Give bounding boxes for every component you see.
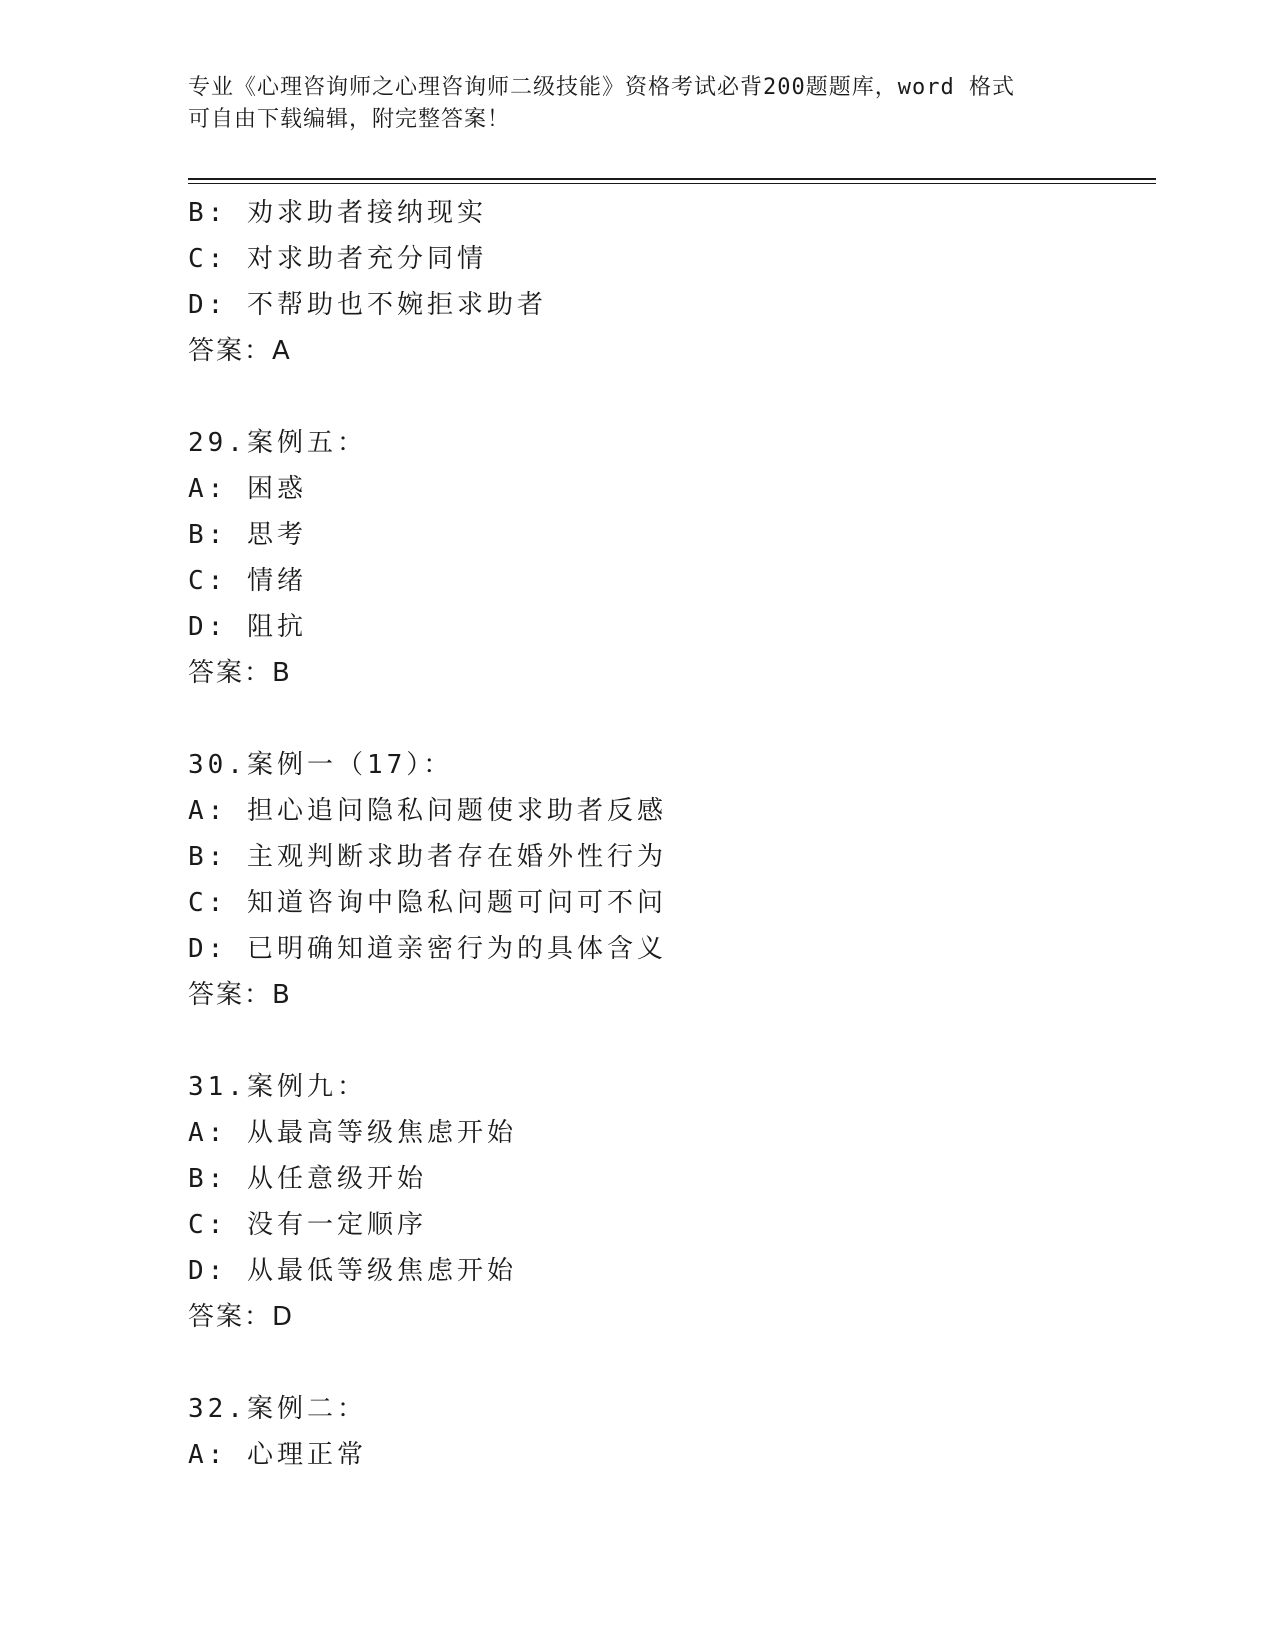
question-block-30: [188, 742, 1148, 1018]
question-block-29: [188, 420, 1148, 696]
header-rule-thin: [188, 183, 1156, 184]
option-d: D: 不帮助也不婉拒求助者: [188, 290, 547, 320]
option-c: C: 对求助者充分同情: [188, 244, 487, 274]
option-b: B: 从任意级开始: [188, 1164, 427, 1194]
spacer: [188, 1340, 1148, 1386]
option-c: C: 情绪: [188, 566, 307, 596]
option-d: D: 已明确知道亲密行为的具体含义: [188, 934, 667, 964]
option-c: C: 知道咨询中隐私问题可问可不问: [188, 888, 667, 918]
option-b: B: 劝求助者接纳现实: [188, 198, 487, 228]
option-a: A: 从最高等级焦虑开始: [188, 1118, 517, 1148]
option-b: B: 思考: [188, 520, 307, 550]
question-block-32: [188, 1386, 1148, 1478]
spacer: [188, 1018, 1148, 1064]
document-header: [188, 72, 1088, 136]
answer-label: 答案：A: [188, 336, 292, 366]
header-line-1: 专业《心理咨询师之心理咨询师二级技能》资格考试必背200题题库，word 格式: [188, 75, 1015, 100]
answer-label: 答案：B: [188, 658, 292, 688]
spacer: [188, 374, 1148, 420]
header-rule-thick: [188, 178, 1156, 180]
question-block-continued: [188, 190, 1148, 374]
answer-label: 答案：D: [188, 1302, 295, 1332]
question-title: 30.案例一（17）：: [188, 750, 454, 780]
spacer: [188, 696, 1148, 742]
question-title: 32.案例二：: [188, 1394, 367, 1424]
question-title: 29.案例五：: [188, 428, 367, 458]
question-block-31: [188, 1064, 1148, 1340]
option-d: D: 从最低等级焦虑开始: [188, 1256, 517, 1286]
option-d: D: 阻抗: [188, 612, 307, 642]
option-a: A: 心理正常: [188, 1440, 367, 1470]
question-list: [188, 190, 1148, 1478]
header-line-2: 可自由下载编辑，附完整答案！: [188, 107, 511, 132]
option-c: C: 没有一定顺序: [188, 1210, 427, 1240]
answer-label: 答案：B: [188, 980, 292, 1010]
question-title: 31.案例九：: [188, 1072, 367, 1102]
option-a: A: 担心追问隐私问题使求助者反感: [188, 796, 667, 826]
option-a: A: 困惑: [188, 474, 307, 504]
option-b: B: 主观判断求助者存在婚外性行为: [188, 842, 667, 872]
